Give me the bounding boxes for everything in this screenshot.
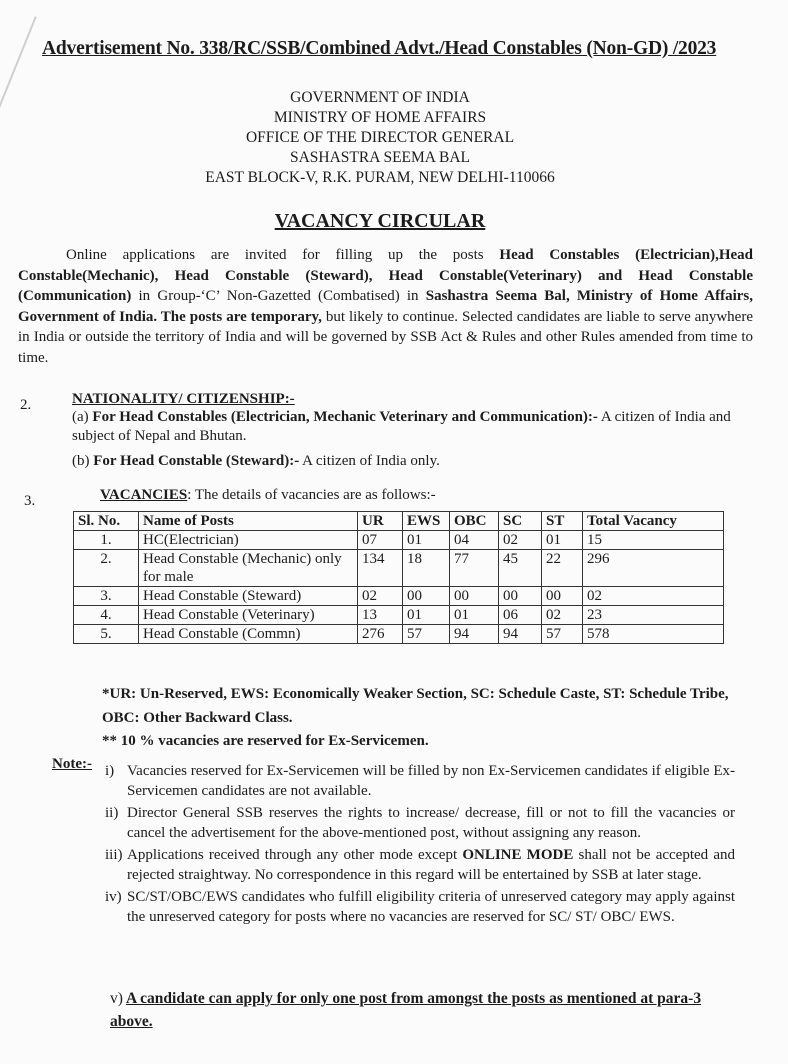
note-text: Director General SSB reserves the rights to increase/ decrease, fill or not to fill the vacancies or cancel the advertisement for the above-mentioned post, without assigning any reason. [127,805,735,841]
cell-ur: 07 [358,531,403,550]
table-row [74,606,724,625]
note-item [105,846,735,885]
cell-sl: 3. [74,587,139,606]
org-line: SASHASTRA SEEMA BAL [289,149,470,166]
table-row [74,625,724,644]
col-obc: OBC [450,512,499,531]
note-item [105,762,735,801]
item-text: A citizen of India only. [299,453,440,469]
cell-ur: 02 [358,587,403,606]
advertisement-number: Advertisement No. 338/RC/SSB/Combined Advt./Head Constables (Non-GD) /2023 [42,38,717,59]
note-item [105,888,735,927]
cell-ews: 01 [403,606,450,625]
cell-sc: 94 [499,625,542,644]
section-heading: VACANCIES [100,487,188,503]
section-heading-line [100,487,436,504]
intro-text: Online applications are invited for filling up the posts [66,247,500,263]
item-bold: For Head Constables (Electrician, Mechanic Veterinary and Communication):- [92,409,598,425]
cell-ews: 57 [403,625,450,644]
item-label: (b) [72,453,90,469]
col-sc: SC [499,512,542,531]
cell-st: 01 [542,531,583,550]
item-text: A citizen of India and subject of Nepal and Bhutan. [72,409,731,444]
col-st: ST [542,512,583,531]
intro-text: but likely to continue. Selected candidates are liable to serve anywhere in India or outside the territory of India and will be governed by SSB Act & Rules and other Rules amended from time to time. [18,308,753,366]
item-bold: For Head Constable (Steward):- [93,453,300,469]
cell-sl: 4. [74,606,139,625]
citizenship-b [72,452,762,471]
intro-paragraph [18,245,753,368]
org-line: GOVERNMENT OF INDIA [290,89,470,106]
cell-obc: 94 [450,625,499,644]
note-number: ii) [105,805,119,821]
cell-sc: 00 [499,587,542,606]
cell-ews: 01 [403,531,450,550]
cell-sl: 5. [74,625,139,644]
cell-obc: 00 [450,587,499,606]
note-text: shall not be accepted and rejected straightway. No correspondence in this regard will be entertained by SSB at later stage. [127,847,736,883]
cell-st: 22 [542,550,583,587]
cell-total: 296 [583,550,724,587]
cell-sc: 45 [499,550,542,587]
cell-sl: 2. [74,550,139,587]
table-row [74,587,724,606]
col-sl-no: Sl. No. [74,512,139,531]
organization-address [0,88,760,188]
cell-st: 57 [542,625,583,644]
cell-obc: 04 [450,531,499,550]
table-row [74,550,724,587]
cell-total: 02 [583,587,724,606]
cell-ews: 18 [403,550,450,587]
org-line: MINISTRY OF HOME AFFAIRS [273,109,487,126]
cell-sc: 02 [499,531,542,550]
note-item [105,804,735,843]
intro-posts-bold: Head Constables (Electrician),Head Constable(Mechanic), Head Constable (Steward), Head Constable(Veterinary) and Head Constable (Communication) [18,247,753,304]
circular-title: VACANCY CIRCULAR [274,210,486,232]
col-name-of-posts: Name of Posts [139,512,358,531]
org-line: EAST BLOCK-V, R.K. PURAM, NEW DELHI-110066 [205,169,555,186]
note-text: Applications received through any other mode except [127,847,463,863]
note-text-underlined: A candidate can apply for only one post from amongst the posts as mentioned at para-3 above. [110,990,702,1030]
cell-post: Head Constable (Steward) [139,587,358,606]
cell-st: 00 [542,587,583,606]
cell-ur: 276 [358,625,403,644]
cell-sl: 1. [74,531,139,550]
legend-abbreviations: *UR: Un-Reserved, EWS: Economically Weaker Section, SC: Schedule Caste, ST: Schedule Tribe, OBC: Other Backward Class. [102,686,729,726]
section-number: 2. [20,397,32,413]
legend-ex-servicemen: ** 10 % vacancies are reserved for Ex-Servicemen. [102,733,429,749]
section-number: 3. [24,493,36,509]
note-text: Vacancies reserved for Ex-Servicemen will be filled by non Ex-Servicemen candidates if eligible Ex-Servicemen candidates are not available. [127,763,735,799]
note-label: Note:- [52,756,92,772]
notes-list [105,762,735,927]
section-heading: NATIONALITY/ CITIZENSHIP:- [72,391,295,407]
vacancy-table [73,511,724,644]
item-label: (a) [72,409,89,425]
cell-sc: 06 [499,606,542,625]
note-bold: ONLINE MODE [462,847,574,863]
note-item-v [110,987,735,1033]
cell-ur: 13 [358,606,403,625]
cell-total: 578 [583,625,724,644]
cell-ur: 134 [358,550,403,587]
note-number: i) [105,763,115,779]
cell-post: HC(Electrician) [139,531,358,550]
cell-obc: 77 [450,550,499,587]
note-number: iii) [105,847,123,863]
intro-text: in Group-‘C’ Non-Gazetted (Combatised) in [131,288,426,304]
cell-st: 02 [542,606,583,625]
note-text: SC/ST/OBC/EWS candidates who fulfill eligibility criteria of unreserved category may apply against the unreserved category for posts where no vacancies are reserved for SC/ ST/ OBC/ EWS. [127,889,735,925]
citizenship-a [72,408,762,446]
note-number: iv) [105,889,122,905]
cell-post: Head Constable (Commn) [139,625,358,644]
cell-post: Head Constable (Mechanic) only for male [139,550,358,587]
cell-ews: 00 [403,587,450,606]
note-number: v) [110,990,123,1007]
table-header-row [74,512,724,531]
cell-total: 15 [583,531,724,550]
cell-total: 23 [583,606,724,625]
org-line: OFFICE OF THE DIRECTOR GENERAL [245,129,515,146]
cell-obc: 01 [450,606,499,625]
intro-org-bold: Sashastra Seema Bal, Ministry of Home Affairs, Government of India. The posts are temporary, [18,288,753,325]
table-legend [102,683,762,754]
col-total-vacancy: Total Vacancy [583,512,724,531]
cell-post: Head Constable (Veterinary) [139,606,358,625]
section-text: : The details of vacancies are as follows:- [187,487,436,503]
table-row [74,531,724,550]
col-ur: UR [358,512,403,531]
col-ews: EWS [403,512,450,531]
